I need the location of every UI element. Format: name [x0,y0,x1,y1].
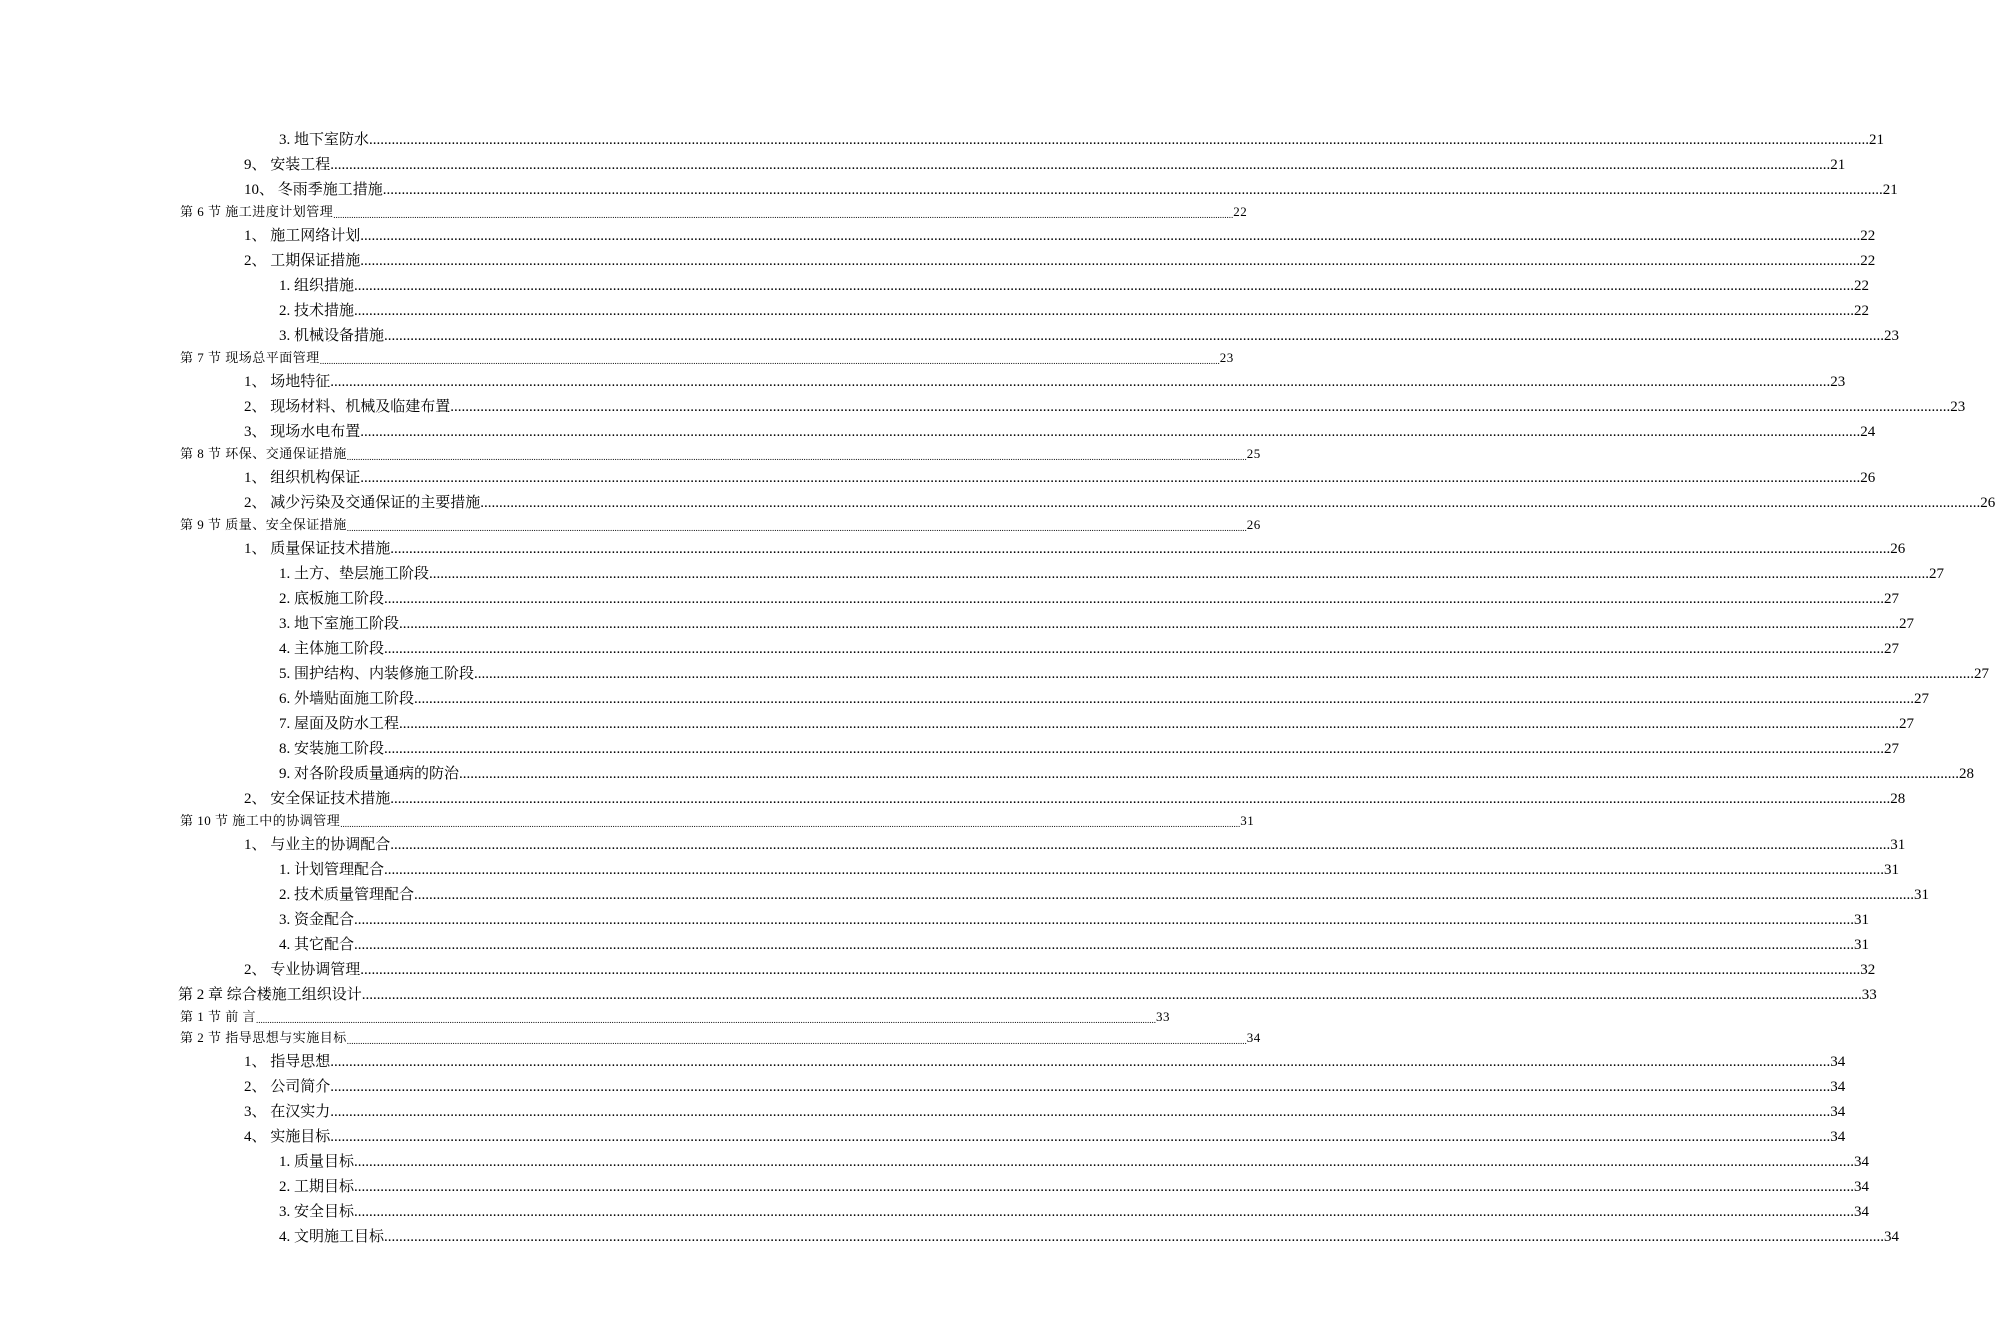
dot-leader: ................................................................................................................................................................................................................................................................................................................................................................................................................ [384,741,1885,757]
toc-entry-page-number: 23 [1219,350,1234,365]
toc-entry-page-number: 34 [1830,1079,1846,1095]
toc-entry-page-number: 31 [1890,837,1906,853]
toc-entry[interactable] [0,1071,1846,1096]
toc-entry-page-number: 26 [1890,541,1906,557]
dot-leader: ................................................................................................................................................................................................................................................................................................................................................................................................................ [480,495,1981,511]
toc-entry-title: 1. 组织措施 [279,278,355,294]
toc-entry-page-number: 27 [1914,691,1930,707]
toc-entry[interactable] [0,320,1900,345]
toc-entry-title: 5. 围护结构、内装修施工阶段 [279,666,475,682]
toc-entry-page-number: 31 [1914,887,1930,903]
toc-entry-page-number: 23 [1884,328,1900,344]
toc-entry-title: 第 2 章 综合楼施工组织设计 [178,987,362,1003]
toc-entry-title: 1、 组织机构保证 [244,470,361,486]
toc-entry[interactable] [0,758,1975,783]
toc-entry-title: 4. 主体施工阶段 [279,641,385,657]
toc-entry-page-number: 22 [1854,303,1870,319]
toc-entry[interactable] [0,733,1900,758]
toc-entry-title: 2. 技术措施 [279,303,355,319]
toc-entry-page-number: 27 [1929,566,1945,582]
dot-leader: ................................................................................................................................................................................................................................................................................................................................................................................................................ [354,1154,1855,1170]
dot-leader: ................................................................................................................................................................................................................................................................................................................................................................................................................ [319,356,1220,366]
toc-entry[interactable] [0,124,1885,149]
dot-leader: ................................................................................................................................................................................................................................................................................................................................................................................................................ [384,862,1885,878]
toc-entry-title: 第 10 节 施工中的协调管理 [180,813,341,828]
toc-entry-page-number: 34 [1854,1204,1870,1220]
dot-leader: ................................................................................................................................................................................................................................................................................................................................................................................................................ [360,424,1861,440]
toc-entry-title: 2、 减少污染及交通保证的主要措施 [244,495,481,511]
dot-leader: ................................................................................................................................................................................................................................................................................................................................................................................................................ [330,1054,1831,1070]
dot-leader: ................................................................................................................................................................................................................................................................................................................................................................................................................ [390,837,1891,853]
toc-entry-page-number: 23 [1830,374,1846,390]
toc-entry-page-number: 22 [1233,204,1248,219]
toc-entry-page-number: 22 [1860,228,1876,244]
toc-entry-page-number: 34 [1830,1129,1846,1145]
toc-entry[interactable] [0,1004,1171,1025]
toc-entry-page-number: 31 [1854,912,1870,928]
dot-leader: ................................................................................................................................................................................................................................................................................................................................................................................................................ [346,1036,1247,1046]
toc-entry-page-number: 34 [1246,1030,1261,1045]
dot-leader: ................................................................................................................................................................................................................................................................................................................................................................................................................ [330,157,1831,173]
dot-leader: ................................................................................................................................................................................................................................................................................................................................................................................................................ [450,399,1951,415]
toc-entry[interactable] [0,583,1900,608]
dot-leader: ................................................................................................................................................................................................................................................................................................................................................................................................................ [354,278,1855,294]
table-of-contents [0,124,1995,1246]
toc-entry[interactable] [0,487,1995,512]
toc-entry-page-number: 31 [1240,813,1255,828]
toc-entry-title: 4. 其它配合 [279,937,355,953]
toc-entry[interactable] [0,199,1248,220]
toc-entry-title: 1、 场地特征 [244,374,331,390]
dot-leader: ................................................................................................................................................................................................................................................................................................................................................................................................................ [384,591,1885,607]
dot-leader: ................................................................................................................................................................................................................................................................................................................................................................................................................ [354,912,1855,928]
toc-entry[interactable] [0,979,1877,1004]
toc-entry-title: 第 9 节 质量、安全保证措施 [180,517,347,532]
toc-entry-page-number: 31 [1854,937,1870,953]
toc-entry[interactable] [0,1025,1261,1046]
toc-entry-page-number: 21 [1882,182,1898,198]
toc-entry[interactable] [0,683,1930,708]
toc-entry-title: 2、 专业协调管理 [244,962,361,978]
toc-entry-page-number: 31 [1884,862,1900,878]
toc-entry[interactable] [0,658,1990,683]
toc-entry-title: 1、 指导思想 [244,1054,331,1070]
toc-entry-title: 2、 现场材料、机械及临建布置 [244,399,451,415]
toc-entry[interactable] [0,1121,1846,1146]
dot-leader: ................................................................................................................................................................................................................................................................................................................................................................................................................ [384,641,1885,657]
toc-entry[interactable] [0,345,1234,366]
dot-leader: ................................................................................................................................................................................................................................................................................................................................................................................................................ [330,1104,1831,1120]
toc-entry[interactable] [0,220,1876,245]
toc-entry-title: 2、 工期保证措施 [244,253,361,269]
toc-entry-title: 3. 机械设备措施 [279,328,385,344]
toc-entry[interactable] [0,149,1846,174]
dot-leader: ................................................................................................................................................................................................................................................................................................................................................................................................................ [429,566,1930,582]
toc-entry-title: 第 2 节 指导思想与实施目标 [180,1030,347,1045]
toc-entry[interactable] [0,854,1900,879]
dot-leader: ................................................................................................................................................................................................................................................................................................................................................................................................................ [369,132,1870,148]
toc-entry-page-number: 32 [1860,962,1876,978]
toc-entry[interactable] [0,829,1906,854]
toc-entry-title: 3、 现场水电布置 [244,424,361,440]
toc-entry[interactable] [0,416,1876,441]
dot-leader: ................................................................................................................................................................................................................................................................................................................................................................................................................ [354,303,1855,319]
toc-entry-page-number: 27 [1884,641,1900,657]
toc-entry-page-number: 24 [1860,424,1876,440]
toc-entry[interactable] [0,1096,1846,1121]
toc-entry[interactable] [0,633,1900,658]
toc-entry-title: 2. 工期目标 [279,1179,355,1195]
toc-entry[interactable] [0,929,1870,954]
toc-entry-page-number: 27 [1884,741,1900,757]
dot-leader: ................................................................................................................................................................................................................................................................................................................................................................................................................ [340,819,1241,829]
dot-leader: ................................................................................................................................................................................................................................................................................................................................................................................................................ [354,1179,1855,1195]
toc-entry[interactable] [0,558,1945,583]
toc-entry[interactable] [0,608,1915,633]
dot-leader: ................................................................................................................................................................................................................................................................................................................................................................................................................ [382,182,1883,198]
toc-entry[interactable] [0,512,1261,533]
toc-entry-page-number: 34 [1830,1054,1846,1070]
toc-entry-title: 10、 冬雨季施工措施 [244,182,383,198]
dot-leader: ................................................................................................................................................................................................................................................................................................................................................................................................................ [390,541,1891,557]
toc-entry-page-number: 27 [1884,591,1900,607]
toc-entry[interactable] [0,808,1255,829]
toc-entry[interactable] [0,879,1930,904]
toc-entry[interactable] [0,1171,1870,1196]
toc-entry-page-number: 27 [1974,666,1990,682]
toc-entry-title: 8. 安装施工阶段 [279,741,385,757]
dot-leader: ................................................................................................................................................................................................................................................................................................................................................................................................................ [354,1204,1855,1220]
toc-entry-title: 7. 屋面及防水工程 [279,716,400,732]
dot-leader: ................................................................................................................................................................................................................................................................................................................................................................................................................ [256,1015,1157,1025]
toc-entry-page-number: 34 [1854,1179,1870,1195]
toc-entry[interactable] [0,1196,1870,1221]
dot-leader: ................................................................................................................................................................................................................................................................................................................................................................................................................ [360,253,1861,269]
toc-entry[interactable] [0,1146,1870,1171]
toc-entry-title: 1、 施工网络计划 [244,228,361,244]
toc-entry-page-number: 28 [1890,791,1906,807]
toc-entry[interactable] [0,904,1870,929]
toc-entry-title: 第 8 节 环保、交通保证措施 [180,446,347,461]
toc-entry-title: 4. 文明施工目标 [279,1229,385,1245]
dot-leader: ................................................................................................................................................................................................................................................................................................................................................................................................................ [330,1129,1831,1145]
toc-entry-page-number: 26 [1246,517,1261,532]
toc-entry-page-number: 28 [1959,766,1975,782]
toc-entry[interactable] [0,783,1906,808]
toc-entry-page-number: 33 [1861,987,1877,1003]
toc-entry[interactable] [0,1046,1846,1071]
toc-entry-title: 2、 公司简介 [244,1079,331,1095]
toc-entry[interactable] [0,1221,1900,1246]
dot-leader: ................................................................................................................................................................................................................................................................................................................................................................................................................ [414,887,1915,903]
dot-leader: ................................................................................................................................................................................................................................................................................................................................................................................................................ [399,716,1900,732]
toc-entry-title: 3. 安全目标 [279,1204,355,1220]
toc-entry-title: 2. 底板施工阶段 [279,591,385,607]
toc-entry-page-number: 26 [1860,470,1876,486]
dot-leader: ................................................................................................................................................................................................................................................................................................................................................................................................................ [330,374,1831,390]
toc-entry-page-number: 22 [1860,253,1876,269]
dot-leader: ................................................................................................................................................................................................................................................................................................................................................................................................................ [384,328,1885,344]
toc-entry[interactable] [0,174,1898,199]
toc-entry[interactable] [0,441,1261,462]
dot-leader: ................................................................................................................................................................................................................................................................................................................................................................................................................ [360,228,1861,244]
toc-entry[interactable] [0,391,1966,416]
dot-leader: ................................................................................................................................................................................................................................................................................................................................................................................................................ [361,987,1862,1003]
toc-entry-page-number: 23 [1950,399,1966,415]
dot-leader: ................................................................................................................................................................................................................................................................................................................................................................................................................ [330,1079,1831,1095]
dot-leader: ................................................................................................................................................................................................................................................................................................................................................................................................................ [354,937,1855,953]
toc-entry-title: 3、 在汉实力 [244,1104,331,1120]
toc-entry-title: 2. 技术质量管理配合 [279,887,415,903]
toc-entry-title: 6. 外墙贴面施工阶段 [279,691,415,707]
dot-leader: ................................................................................................................................................................................................................................................................................................................................................................................................................ [474,666,1975,682]
toc-entry-title: 2、 安全保证技术措施 [244,791,391,807]
toc-entry-page-number: 25 [1246,446,1261,461]
toc-entry-title: 1. 质量目标 [279,1154,355,1170]
toc-entry-page-number: 34 [1884,1229,1900,1245]
dot-leader: ................................................................................................................................................................................................................................................................................................................................................................................................................ [399,616,1900,632]
toc-entry-title: 1. 土方、垫层施工阶段 [279,566,430,582]
toc-entry-page-number: 21 [1869,132,1885,148]
dot-leader: ................................................................................................................................................................................................................................................................................................................................................................................................................ [346,452,1247,462]
toc-entry-title: 1、 质量保证技术措施 [244,541,391,557]
toc-entry-page-number: 34 [1830,1104,1846,1120]
toc-entry-page-number: 27 [1899,616,1915,632]
toc-entry-page-number: 22 [1854,278,1870,294]
toc-entry-title: 第 1 节 前 言 [180,1009,257,1024]
toc-entry-title: 3. 地下室施工阶段 [279,616,400,632]
toc-entry[interactable] [0,270,1870,295]
toc-entry[interactable] [0,295,1870,320]
toc-entry-page-number: 21 [1830,157,1846,173]
dot-leader: ................................................................................................................................................................................................................................................................................................................................................................................................................ [346,523,1247,533]
toc-entry-title: 4、 实施目标 [244,1129,331,1145]
toc-entry[interactable] [0,533,1906,558]
toc-entry-page-number: 26 [1980,495,1995,511]
toc-entry-title: 第 7 节 现场总平面管理 [180,350,320,365]
dot-leader: ................................................................................................................................................................................................................................................................................................................................................................................................................ [459,766,1960,782]
toc-entry[interactable] [0,708,1915,733]
dot-leader: ................................................................................................................................................................................................................................................................................................................................................................................................................ [360,962,1861,978]
dot-leader: ................................................................................................................................................................................................................................................................................................................................................................................................................ [360,470,1861,486]
toc-entry[interactable] [0,366,1846,391]
dot-leader: ................................................................................................................................................................................................................................................................................................................................................................................................................ [333,210,1234,220]
dot-leader: ................................................................................................................................................................................................................................................................................................................................................................................................................ [414,691,1915,707]
toc-entry[interactable] [0,954,1876,979]
toc-entry-title: 1. 计划管理配合 [279,862,385,878]
toc-entry[interactable] [0,245,1876,270]
toc-entry-title: 第 6 节 施工进度计划管理 [180,204,334,219]
toc-entry-title: 9、 安装工程 [244,157,331,173]
toc-entry[interactable] [0,462,1876,487]
toc-entry-page-number: 33 [1156,1009,1171,1024]
toc-entry-title: 1、 与业主的协调配合 [244,837,391,853]
toc-entry-title: 9. 对各阶段质量通病的防治 [279,766,460,782]
toc-entry-page-number: 34 [1854,1154,1870,1170]
toc-entry-page-number: 27 [1899,716,1915,732]
dot-leader: ................................................................................................................................................................................................................................................................................................................................................................................................................ [390,791,1891,807]
dot-leader: ................................................................................................................................................................................................................................................................................................................................................................................................................ [384,1229,1885,1245]
toc-entry-title: 3. 地下室防水 [279,132,370,148]
toc-entry-title: 3. 资金配合 [279,912,355,928]
